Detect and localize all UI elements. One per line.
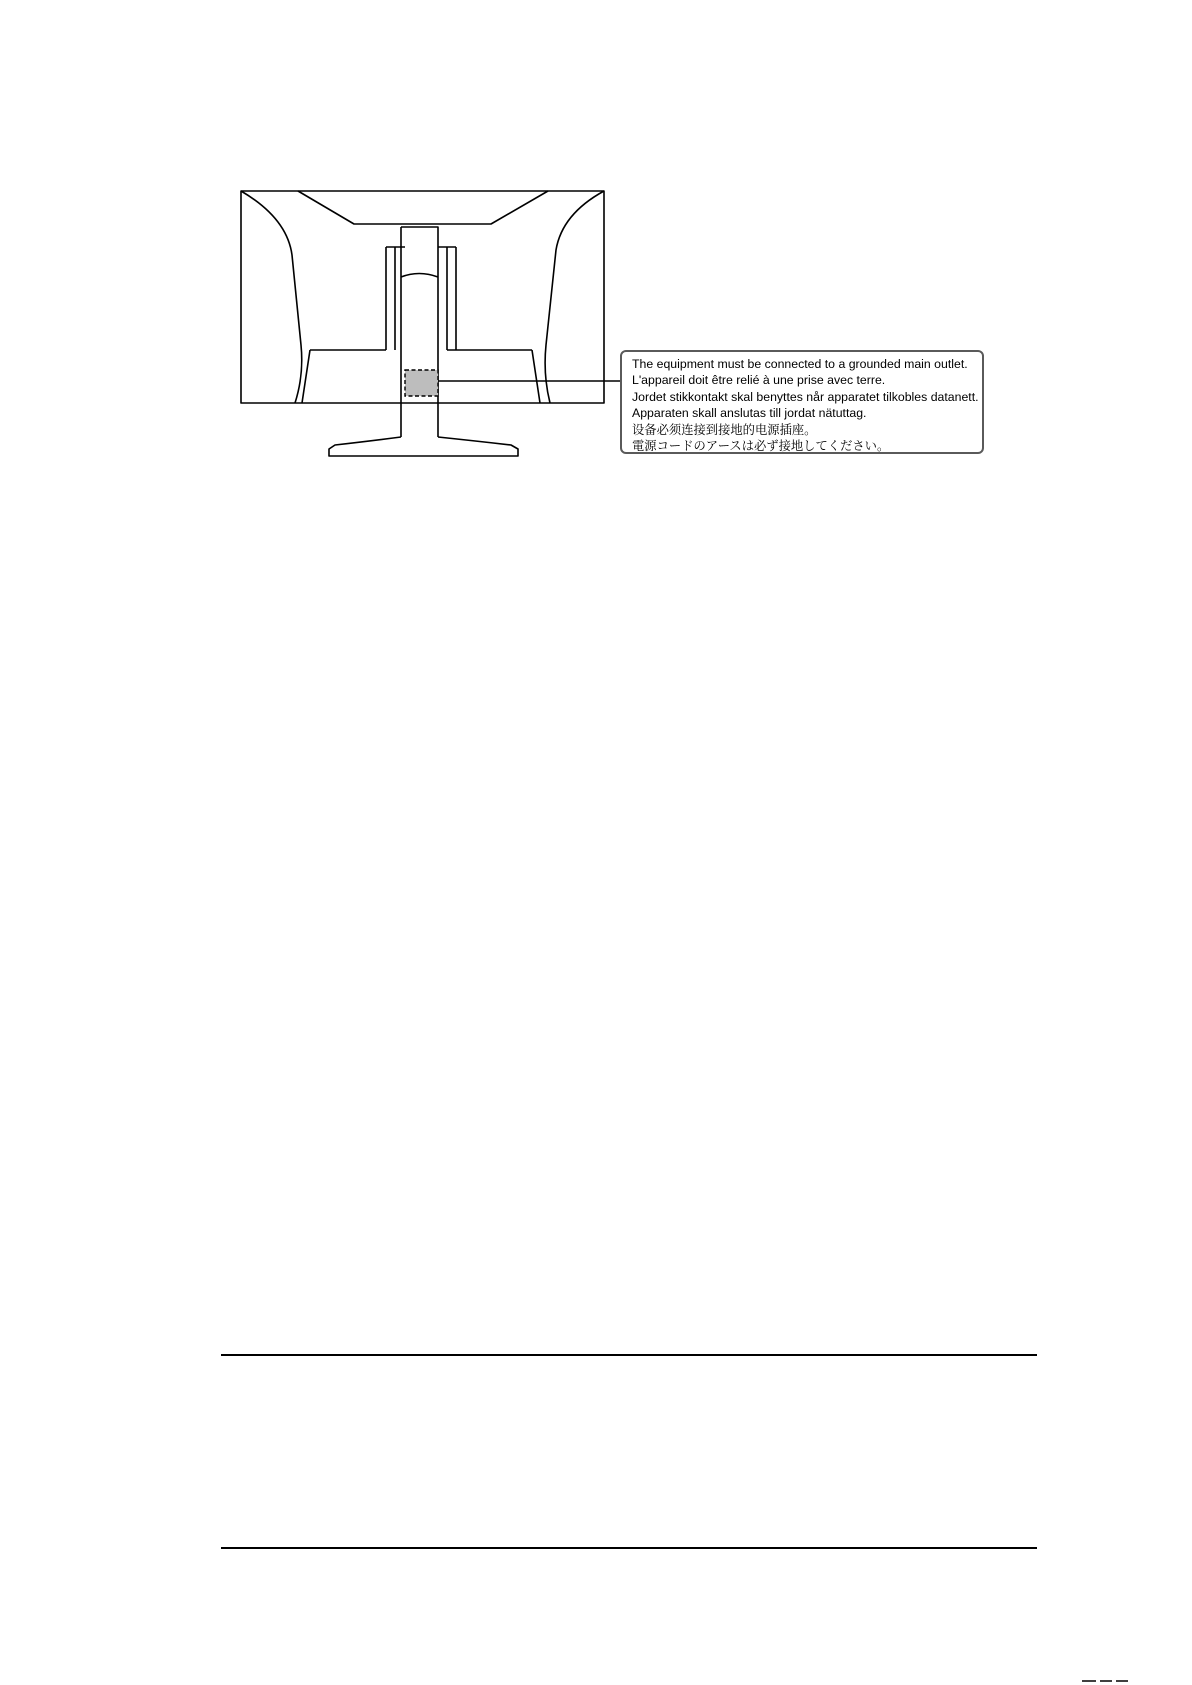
label-line-fr: L'appareil doit être relié à une prise avec terre. [632, 373, 886, 388]
horizontal-rule-top [221, 1354, 1037, 1356]
label-line-ja: 電源コードのアースは必ず接地してください。 [632, 439, 890, 454]
stand-base [329, 437, 518, 456]
label-line-sv: Apparaten skall anslutas till jordat nätuttag. [632, 406, 867, 421]
label-line-no: Jordet stikkontakt skal benyttes når apparatet tilkobles datanett. [632, 389, 979, 404]
label-line-zh: 设备必须连接到接地的电源插座。 [632, 422, 817, 437]
grounding-label-area [405, 370, 438, 396]
grounding-label-callout [620, 350, 984, 454]
page-crop-marks [1082, 1679, 1142, 1685]
horizontal-rule-bottom [221, 1547, 1037, 1549]
label-line-en: The equipment must be connected to a grounded main outlet. [632, 357, 968, 371]
